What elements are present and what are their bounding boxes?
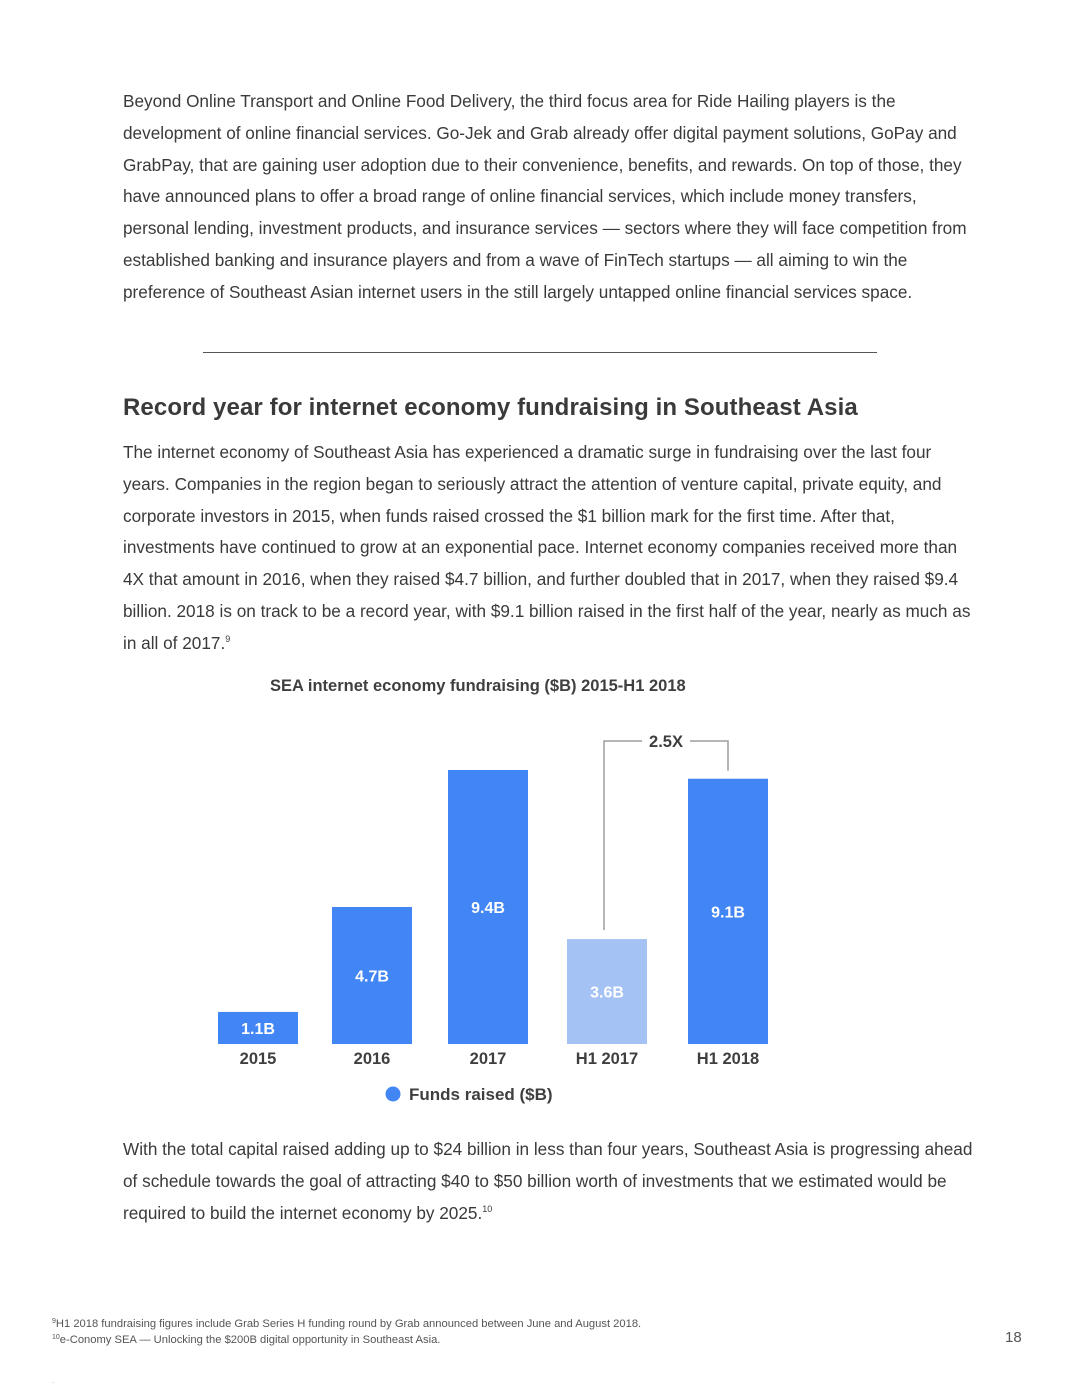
data-label: 1.1B [241,1020,275,1038]
bracket-left [604,741,642,930]
data-label: 9.1B [711,904,745,922]
footnote-ref-9[interactable]: 9 [225,633,231,644]
footnote-10 [52,1333,641,1349]
chart-title: SEA internet economy fundraising ($B) 2015-H1 2018 [270,677,686,695]
footnote-ref-10[interactable]: 10 [482,1203,493,1214]
x-tick-label: H1 2017 [575,1050,639,1068]
page-number: 18 [1005,1329,1022,1346]
footnote-9 [52,1317,641,1333]
section-heading: Record year for internet economy fundraising in Southeast Asia [123,394,858,421]
footnote-9-text: H1 2018 fundraising figures include Grab Series H funding round by Grab announced between June and August 2018. [55,1318,642,1330]
bracket-right [690,741,728,771]
footnote-10-text: e-Conomy SEA — Unlocking the $200B digital opportunity in Southeast Asia. [59,1333,441,1346]
legend-dot-icon [386,1087,401,1102]
fundraising-paragraph-text: The internet economy of Southeast Asia has experienced a dramatic surge in fundraising over the last four years. Companies in the region began to seriously attract the attention of venture capital, private equity, and corporate investors in 2015, when funds raised crossed the $1 billion mark for the first time. After that, investments have continued to grow at an exponential pace. Internet economy companies received more than 4X that amount in 2016, when they raised $4.7 billion, and further doubled that in 2017, when they raised $9.4 billion. 2018 is on track to be a record year, with $9.1 billion raised in the first half of the year, nearly as much as in all of 2017. [123,442,971,653]
corner-mark: . [52,1376,55,1385]
footnote-9-marker: 9 [52,1318,56,1325]
legend-label: Funds raised ($B) [409,1085,553,1104]
growth-annotation: 2.5X [649,733,683,751]
footnotes [52,1317,641,1348]
x-tick-label: 2015 [239,1050,277,1068]
footnote-10-marker: 10 [52,1333,60,1341]
capital-paragraph-text: With the total capital raised adding up to $24 billion in less than four years, Southeast Asia is progressing ahead of schedule towards the goal of attracting $40 to $50 billion worth of investments that we estimated would be required to build the internet economy by 2025. [123,1139,973,1223]
data-label: 9.4B [471,900,505,917]
capital-paragraph [123,1134,973,1229]
x-tick-label: 2016 [353,1050,391,1068]
x-tick-label: H1 2018 [696,1050,760,1068]
data-label: 4.7B [355,968,389,986]
intro-paragraph-text: Beyond Online Transport and Online Food Delivery, the third focus area for Ride Hailing players is the development of online financial services. Go-Jek and Grab already offer digital payment solutions, GoPay and GrabPay, that are gaining user adoption due to their convenience, benefits, and rewards. On top of those, they have announced plans to offer a broad range of online financial services, which include money transfers, personal lending, investment products, and insurance services — sectors where they will face competition from established banking and insurance players and from a wave of FinTech startups — all aiming to win the preference of Southeast Asian internet users in the still largely untapped online financial services space. [123,91,967,302]
data-label: 3.6B [590,984,624,1002]
x-tick-label: 2017 [469,1050,507,1068]
